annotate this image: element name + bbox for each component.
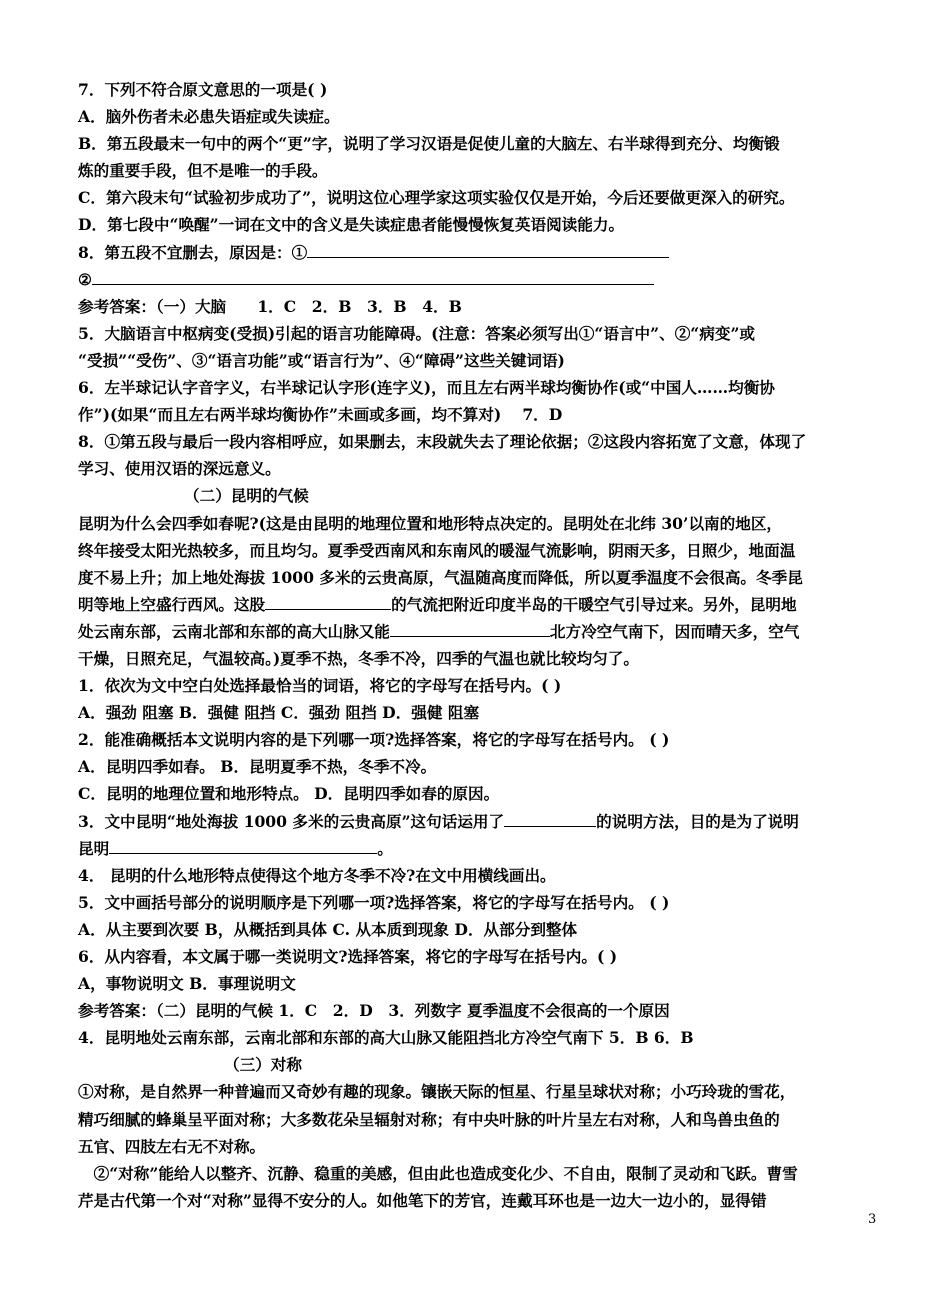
passage-text: 处云南东部，云南北部和东部的高大山脉又能	[78, 621, 390, 641]
passage-3-line: 芹是古代第一个对“对称”显得不安分的人。如他笔下的芳官，连戴耳环也是一边大一边小的，显得错	[78, 1190, 767, 1210]
options-2-5: A．从主要到次要 B，从概括到具体 C. 从本质到现象 D．从部分到整体	[78, 919, 578, 939]
section-2-title: （二）昆明的气候	[184, 486, 309, 506]
answer-blank[interactable]	[92, 267, 654, 285]
fill-blank-1[interactable]	[265, 592, 391, 610]
passage-3-line: 精巧细腻的蜂巢呈平面对称；大多数花朵呈辐射对称；有中央叶脉的叶片呈左右对称，人和鸟兽虫鱼的	[78, 1109, 780, 1129]
options-2-6: A，事物说明文 B．事理说明文	[78, 974, 296, 994]
answer-6-cont: 作”)(如果“而且左右两半球均衡协作”未画或多画，均不算对) 7．D	[78, 405, 563, 425]
answer-key-2-cont: 4．昆明地处云南东部，云南北部和东部的高大山脉又能阻挡北方冷空气南下 5．B 6．B	[78, 1028, 694, 1048]
answer-8: 8．①第五段与最后一段内容相呼应，如果删去，末段就失去了理论依据；②这段内容拓宽了文意，体现了	[78, 432, 807, 452]
question-text: 的说明方法，目的是为了说明	[596, 811, 799, 831]
page-number: 3	[868, 1212, 877, 1227]
answer-blank[interactable]	[504, 809, 596, 827]
question-2-6: 6．从内容看，本文属于哪一类说明文?选择答案，将它的字母写在括号内。( )	[78, 947, 618, 966]
question-7: 7．下列不符合原文意思的一项是( )	[78, 80, 328, 99]
question-8	[78, 239, 890, 266]
option-7d: D．第七段中“唤醒”一词在文中的含义是失读症患者能慢慢恢复英语阅读能力。	[78, 215, 625, 235]
question-text: 。	[377, 838, 393, 858]
document-page	[78, 76, 890, 1214]
question-8-second-marker: ②	[78, 269, 92, 289]
passage-text: 明等地上空盛行西风。这股	[78, 594, 266, 614]
answer-5-cont: “受损”“受伤”、③“语言功能”或“语言行为”、④“障碍”这些关键词语)	[78, 350, 565, 370]
answer-key-1: 参考答案：（一）大脑 1．C 2．B 3．B 4．B	[78, 296, 462, 316]
question-2-1: 1．依次为文中空白处选择最恰当的词语，将它的字母写在括号内。( )	[78, 676, 562, 696]
option-7b-cont: 炼的重要手段，但不是唯一的手段。	[78, 161, 328, 181]
passage-3-line: 五官、四肢左右无不对称。	[78, 1136, 266, 1156]
passage-3-line: ②“对称”能给人以整齐、沉静、稳重的美感，但由此也造成变化少、不自由，限制了灵动和飞跃。曹雪	[78, 1163, 798, 1183]
question-2-5: 5．文中画括号部分的说明顺序是下列哪一项?选择答案，将它的字母写在括号内。 ( )	[78, 892, 670, 912]
passage-line-blank-1	[78, 591, 890, 618]
passage-line: 终年接受太阳光热较多，而且均匀。夏季受西南风和东南风的暖湿气流影响，阴雨天多，日照少，地面温	[78, 540, 796, 560]
option-7c: C．第六段末句“试验初步成功了”，说明这位心理学家这项实验仅仅是开始，今后还要做更深入的研究。	[78, 188, 795, 208]
answer-key-2: 参考答案：（二）昆明的气候 1．C 2．D 3．列数字 夏季温度不会很高的一个原因	[78, 1001, 670, 1021]
question-text: 3．文中昆明“地处海拔 1000 多米的云贵高原”这句话运用了	[78, 811, 505, 831]
passage-text: 北方冷空气南下，因而晴天多，空气	[549, 621, 800, 641]
passage-line: 昆明为什么会四季如春呢?(这是由昆明的地理位置和地形特点决定的。昆明处在北纬 30’以南的地区，	[78, 513, 783, 533]
options-2-2a: A．昆明四季如春。 B．昆明夏季不热，冬季不冷。	[78, 757, 437, 777]
options-2-2b: C．昆明的地理位置和地形特点。 D．昆明四季如春的原因。	[78, 784, 500, 804]
question-2-2: 2．能准确概括本文说明内容的是下列哪一项?选择答案，将它的字母写在括号内。 ( )	[78, 730, 670, 750]
question-8-second	[78, 266, 890, 293]
answer-6: 6．左半球记认字音字义，右半球记认字形(连字义)，而且左右两半球均衡协作(或“中国人……均衡协	[78, 378, 775, 398]
passage-line: 度不易上升；加上地处海拔 1000 多米的云贵高原，气温随高度而降低，所以夏季温度不会很高。冬季昆	[78, 567, 803, 587]
section-3-title: （三）对称	[224, 1055, 302, 1075]
question-2-3-cont	[78, 835, 890, 862]
answer-blank[interactable]	[307, 240, 669, 258]
option-7b: B．第五段最末一句中的两个“更”字，说明了学习汉语是促使儿童的大脑左、右半球得到充分、均衡锻	[78, 134, 780, 154]
question-8-text: 8．第五段不宜删去，原因是：①	[78, 242, 308, 262]
question-text: 昆明	[78, 838, 110, 858]
options-2-1: A．强劲 阻塞 B．强健 阻挡 C．强劲 阻挡 D．强健 阻塞	[78, 703, 480, 723]
passage-line: 干燥，日照充足，气温较高。)夏季不热，冬季不冷，四季的气温也就比较均匀了。	[78, 648, 639, 668]
option-7a: A．脑外伤者未必患失语症或失读症。	[78, 107, 340, 127]
passage-line-blank-2	[78, 618, 890, 645]
passage-text: 的气流把附近印度半岛的干暖空气引导过来。另外，昆明地	[391, 594, 797, 614]
answer-5: 5．大脑语言中枢病变(受损)引起的语言功能障碍。(注意：答案必须写出①“语言中”、②“病变”或	[78, 323, 756, 343]
passage-3-line: ①对称，是自然界一种普遍而又奇妙有趣的现象。镶嵌天际的恒星、行星呈球状对称；小巧玲珑的雪花，	[78, 1082, 796, 1102]
question-2-4: 4． 昆明的什么地形特点使得这个地方冬季不冷?在文中用横线画出。	[78, 865, 556, 885]
question-2-3	[78, 808, 890, 835]
fill-blank-2[interactable]	[390, 619, 550, 637]
answer-blank[interactable]	[109, 836, 377, 854]
answer-8-cont: 学习、使用汉语的深远意义。	[78, 459, 281, 479]
